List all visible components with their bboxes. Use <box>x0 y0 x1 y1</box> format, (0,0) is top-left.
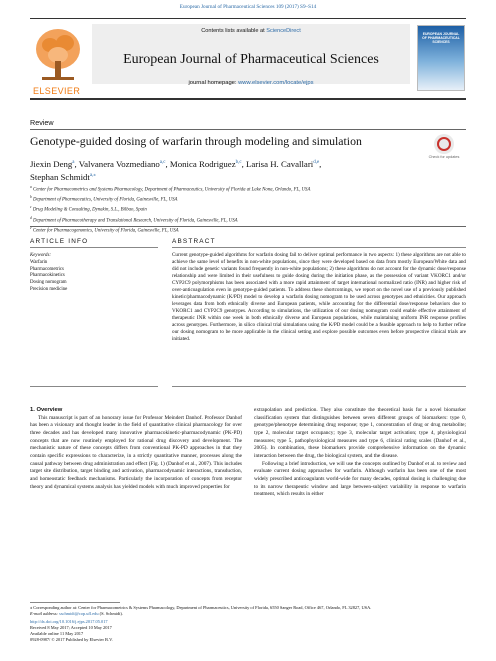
author-affiliation-marker[interactable]: d,e <box>313 160 320 165</box>
homepage-prefix: journal homepage: <box>188 80 239 86</box>
keyword: Dosing nomogram <box>30 280 67 286</box>
keywords-label: Keywords: <box>30 253 52 258</box>
article-info-bottom-rule <box>30 386 158 387</box>
journal-homepage <box>92 80 410 86</box>
author-list: Jiexin Deng$^a$, Valvanera Vozmediano$^{a,c}$, Monica Rodriguez$^{b,c}$, Larisa H. Cavallari$^{d,e}$, Stephan Schmidt$^{a,⁎}$ <box>30 158 322 183</box>
masthead <box>30 18 466 98</box>
email-suffix: (S. Schmidt). <box>98 611 123 616</box>
crossmark-button[interactable] <box>424 134 464 160</box>
author-affiliation-marker[interactable]: a <box>72 160 75 165</box>
keyword: Pharmacokinetics <box>30 273 65 279</box>
author-name[interactable]: Monica Rodriguez <box>169 158 236 169</box>
keyword: Pharmacometrics <box>30 266 64 272</box>
body-paragraph: Following a brief introduction, we will use the concepts outlined by Danhof et al. to review and evaluate current dosing approaches for warfarin. Although warfarin has been one of the most widely prescribed anticoagulants world-wide for many decades, optimal dosing is challenging due to its narrow therapeutic window and large between-subject variability in response to warfarin treatment, which results in either <box>254 460 466 498</box>
article-info-heading: ARTICLE INFO <box>30 238 89 245</box>
abstract-divider <box>172 247 466 248</box>
author-affiliation-marker[interactable]: a,c <box>159 160 166 165</box>
journal-cover-thumbnail[interactable] <box>417 25 465 91</box>
crossmark-label: Check for updates <box>428 155 460 159</box>
footnote-rule <box>30 602 120 603</box>
contents-prefix: Contents lists available at <box>201 28 267 34</box>
masthead-bottom-rule <box>30 98 466 100</box>
author-affiliation-marker[interactable]: b,c <box>235 160 242 165</box>
affiliation: $^c$ Drug Modeling & Consulting, Dynakin, S.L., Bilbao, Spain <box>30 205 147 213</box>
author-name[interactable]: Stephan Schmidt <box>30 172 90 183</box>
footnotes <box>30 605 466 643</box>
crossmark-icon <box>434 134 454 154</box>
email-label: E-mail address: <box>30 611 60 616</box>
journal-reference[interactable]: European Journal of Pharmaceutical Sciences 109 (2017) S9–S14 <box>179 4 317 10</box>
keyword: Precision medicine <box>30 286 68 292</box>
affiliation: $^a$ Center for Pharmacometrics and Systems Pharmacology, Department of Pharmaceutics, University of Florida at Lake Nona, Orlando, FL, USA <box>30 185 311 193</box>
abstract-bottom-rule <box>172 386 466 387</box>
body-column-right <box>254 407 466 499</box>
affiliation: $^e$ Center for Pharmacogenomics, University of Florida, Gainesville, FL, USA <box>30 225 179 234</box>
copyright-line: 0928-0987/ © 2017 Published by Elsevier B.V. <box>30 637 113 642</box>
available-online-date: Available online 11 May 2017 <box>30 631 84 636</box>
journal-title: European Journal of Pharmaceutical Sciences <box>123 52 379 67</box>
affiliation: $^d$ Department of Pharmacotherapy and Translational Research, University of Florida, Gainesville, FL, USA <box>30 215 238 224</box>
received-dates: Received 8 May 2017; Accepted 10 May 2017 <box>30 625 112 630</box>
sciencedirect-link[interactable]: ScienceDirect <box>266 28 301 34</box>
keyword: Warfarin <box>30 259 48 265</box>
author-name[interactable]: Larisa H. Cavallari <box>246 158 314 169</box>
affiliation: $^b$ Department of Pharmaceutics, University of Florida, Gainesville, FL, USA <box>30 195 178 203</box>
author-affiliation-marker[interactable]: a,⁎ <box>89 173 96 179</box>
article-title: Genotype-guided dosing of warfarin through modeling and simulation <box>30 134 362 148</box>
article-type: Review <box>30 118 54 127</box>
body-column-left <box>30 407 242 491</box>
homepage-link[interactable]: www.elsevier.com/locate/ejps <box>238 80 314 86</box>
author-name[interactable]: Jiexin Deng <box>30 158 73 169</box>
affiliations <box>30 184 466 235</box>
body-paragraph: extrapolation and prediction. They also constitute the theoretical basis for a novel biomarker classification system that distinguishes between seven different groups of biomarkers: type 0, genotype/phenotype determining drug response; type 1, concentration of drug or drug metabolite; type 2, molecular target occupancy; type 3, molecular target activation; type 4, physiological measures; type 5, pathophysiological measures and type 6, clinical rating scales (Danhof et al., 2005). In combination, these biomarkers provide comprehensive information on the dynamic interaction between the drug, the biological system, and the disease. <box>254 407 466 459</box>
body-paragraph: This manuscript is part of an honorary issue for Professor Meindert Danhof. Professor Danhof has been a visionary and thought leader in the field of quantitative clinical pharmacology for over three decades and has developed many innovative pharmacokinetic-pharmacodynamic (PK-PD) concepts that are now routinely employed for rational drug discovery and development. The mechanistic nature of these concepts differs from conventional PK-PD approaches in that they contain specific expressions to characterize, in a strictly quantitative manner, processes along the causal pathway between drug administration and effect (Fig. 1) (Danhof et al., 2007). This includes target site distribution, target binding and activation, pharmacodynamic interactions, transduction, and homeostatic feedback mechanisms. Particularly the incorporation of concepts from receptor theory and dynamical systems analysis has yielded models with much improved properties for <box>30 414 242 490</box>
article-info-divider <box>30 247 158 248</box>
email-link[interactable]: sschmidt@cop.ufl.edu <box>59 611 99 616</box>
contents-line <box>92 28 410 34</box>
abstract-heading: ABSTRACT <box>172 238 216 245</box>
corresponding-author-note: ⁎ Corresponding author at: Center for Pharmacometrics & Systems Pharmacology, Department of Pharmaceutics, University of Florida, 6550 Sanger Road, Office 467, Orlando, FL 32827, USA. <box>30 605 372 610</box>
cover-title: EUROPEAN JOURNAL OF PHARMACEUTICAL SCIENCES <box>422 32 460 44</box>
abstract-text: Current genotype-guided algorithms for warfarin dosing fail to deliver optimal performance in two aspects: 1) these algorithms are not able to achieve the same level of benefits in non-white populations, since they were developed based on data from mostly European/White data and did not include genetic variants found frequently in non-white populations; 2) these algorithms do not account for the dynamic dose/response relationship and were limited in their usefulness to guide dosing during the initiation phase, as the possession of variant VKORC1 and/or CYP2C9 polymorphisms has been associated with a more rapid attainment of target international normalized ratio (INR) and higher risk of over-anticoagulation even in genotype-guided patients. To address these shortcomings, we report on the novel use of a previously published kinetic/pharmacodynamic (K/PD) model to develop a warfarin dosing nomogram to be used across genotypes and ethnicities. Our approach leverages data from both ethnically diverse and European patients, while accounting for the differential dose/response behaviors due to VKORC1 and CYP2C9 genotypes. According to simulations, the utilization of our dosing nomogram could enable effective attainment of therapeutic INR within one week in both ethnically diverse and European populations, while maintaining uniform INR response profiles across genotypes. Furthermore, in silico clinical trial simulations using the K/PD model could be a feasible approach to help to further refine our dosing nomogram to be more applicable in the clinical setting and explore possible outcomes even before prospective clinical trials are initiated. <box>172 252 466 342</box>
masthead-top-rule <box>30 18 466 19</box>
keywords-block <box>30 253 158 294</box>
title-rule <box>30 129 466 130</box>
publisher-logo-text: ELSEVIER <box>33 86 81 96</box>
elsevier-tree-logo <box>32 25 84 87</box>
article-info-rule <box>30 226 466 227</box>
section-heading: 1. Overview <box>30 407 63 413</box>
doi-link[interactable]: http://dx.doi.org/10.1016/j.ejps.2017.05.017 <box>30 619 108 624</box>
author-name[interactable]: Valvanera Vozmediano <box>78 158 160 169</box>
